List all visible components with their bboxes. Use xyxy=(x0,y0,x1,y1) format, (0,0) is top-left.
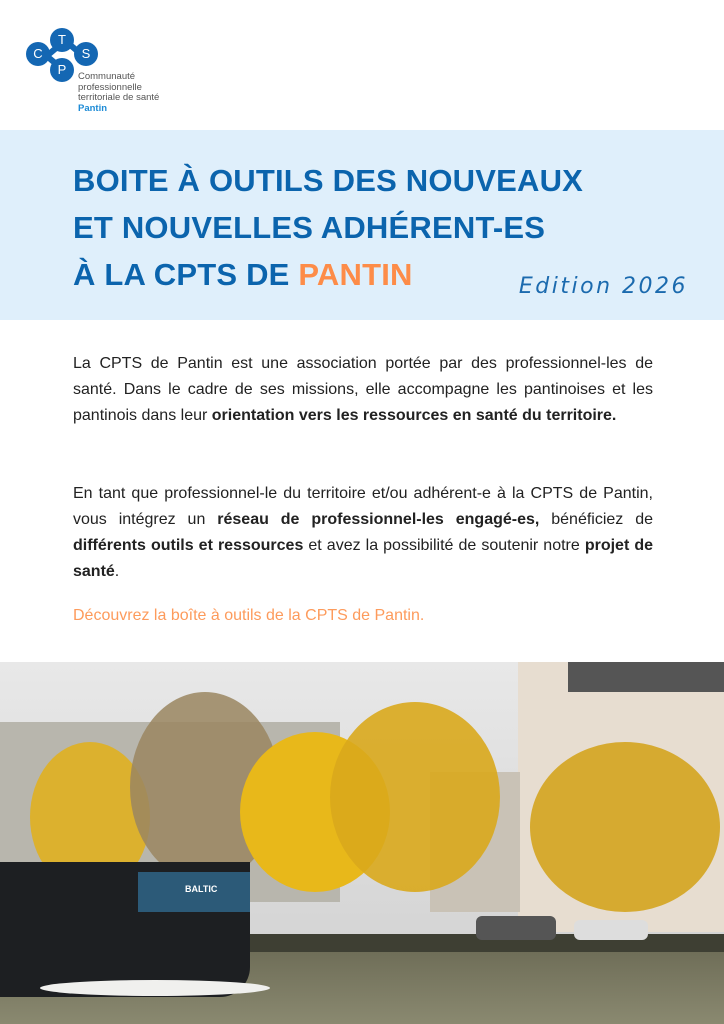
cpts-logo xyxy=(26,28,186,118)
text: bénéficiez de xyxy=(539,511,654,528)
text: En tant que professionnel-le du territoire et/ou adhérent-e à la CPTS de Pantin, vous intégrez un xyxy=(73,485,653,528)
toolbox-link[interactable]: Découvrez la boîte à outils de la CPTS de Pantin. xyxy=(73,607,425,624)
intro-paragraph-2 xyxy=(73,481,653,585)
text: et avez la possibilité de soutenir notre xyxy=(303,537,585,554)
intro-paragraph-1 xyxy=(73,351,653,429)
logo-letter: T xyxy=(50,28,74,52)
car xyxy=(574,920,648,940)
text: La CPTS de Pantin est une association portée par des professionnel-les de santé. Dans le cadre de ses missions, elle accompagne les pantinoises et les pantinois dans leur xyxy=(73,355,653,424)
boat-name: BALTIC xyxy=(185,884,218,894)
tree xyxy=(330,702,500,892)
logo-line: Communauté xyxy=(78,71,136,82)
title-line xyxy=(73,251,583,298)
canal-photo xyxy=(0,662,724,1024)
logo-line: professionnelle xyxy=(78,81,142,93)
page-title xyxy=(73,157,583,298)
logo-city: Pantin xyxy=(78,102,108,114)
wake xyxy=(40,980,270,996)
title-highlight: PANTIN xyxy=(298,257,413,292)
edition-label: Edition 2026 xyxy=(518,274,688,299)
text: . xyxy=(114,563,120,580)
title-text: À LA CPTS DE xyxy=(73,257,299,292)
bold-text: différents outils et ressources xyxy=(73,537,304,554)
bold-text: réseau de professionnel-les engagé-es, xyxy=(217,511,540,528)
title-line: BOITE À OUTILS DES NOUVEAUX xyxy=(73,163,584,198)
roof xyxy=(568,662,724,692)
logo-letter: P xyxy=(50,58,74,82)
logo-letter: S xyxy=(74,42,98,66)
logo-line: territoriale de santé xyxy=(78,92,160,103)
bold-text: projet de santé xyxy=(73,537,653,580)
bold-text: orientation vers les ressources en santé du territoire. xyxy=(211,407,617,424)
title-line: ET NOUVELLES ADHÉRENT-ES xyxy=(73,210,546,245)
car xyxy=(476,916,556,940)
tree xyxy=(530,742,720,912)
logo-letter: C xyxy=(26,42,50,66)
logo-text xyxy=(78,72,159,114)
